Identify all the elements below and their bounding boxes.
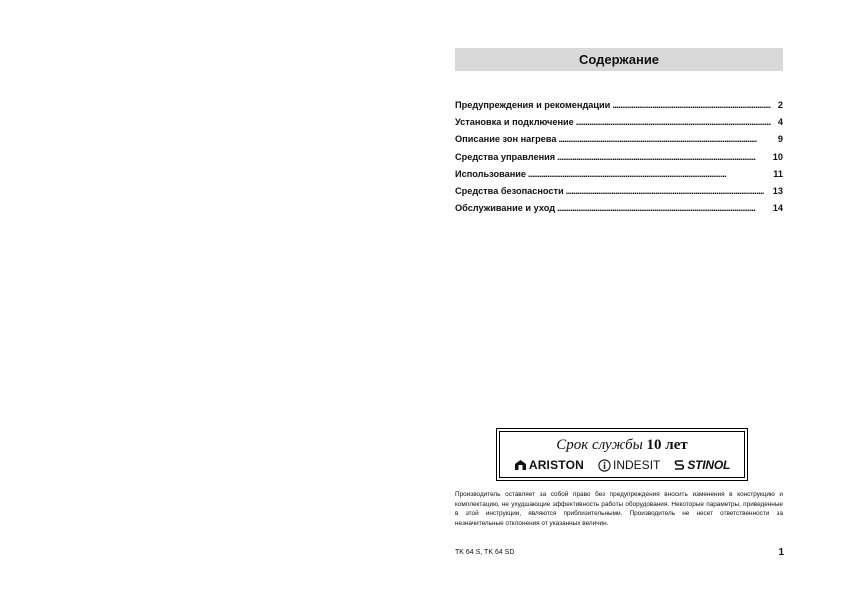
toc-entry-page: 10 — [772, 151, 783, 162]
stinol-s-icon — [674, 459, 685, 471]
toc-entry-warnings[interactable] — [455, 100, 783, 117]
toc-entry-installation[interactable] — [455, 117, 783, 134]
toc-entry-maintenance[interactable] — [455, 203, 783, 220]
toc-entry-label: Использование — [455, 168, 527, 179]
toc-entry-safety[interactable] — [455, 186, 783, 203]
dot-leader — [566, 186, 771, 196]
brand-stinol — [674, 458, 730, 472]
service-life-inner-frame — [499, 431, 745, 478]
toc-entry-label: Обслуживание и уход — [455, 203, 556, 214]
dot-leader — [612, 100, 771, 110]
contents-title-bar — [455, 48, 783, 71]
service-life-box — [496, 428, 748, 481]
brand-name: INDESIT — [613, 458, 661, 472]
toc-entry-label: Средства безопасности — [455, 185, 564, 196]
toc-entry-page: 2 — [777, 100, 783, 110]
toc-entry-page: 14 — [772, 203, 783, 214]
brand-ariston — [514, 458, 584, 472]
dot-leader — [528, 169, 771, 179]
ariston-house-icon — [514, 459, 527, 471]
brand-name: STINOL — [687, 458, 731, 472]
indesit-i-icon — [598, 459, 611, 472]
brand-indesit — [598, 458, 660, 472]
dot-leader — [576, 117, 771, 127]
brand-name: ARISTON — [528, 458, 585, 472]
footer-model: TK 64 S, TK 64 SD — [455, 549, 515, 556]
toc-entry-label: Установка и подключение — [455, 117, 574, 128]
toc-entry-controls[interactable] — [455, 152, 783, 169]
dot-leader — [558, 134, 771, 144]
service-life-prefix: Срок службы — [556, 437, 643, 453]
service-life-value: 10 лет — [646, 437, 688, 453]
toc-entry-label: Предупреждения и рекомендации — [455, 100, 611, 110]
toc-entry-page: 13 — [772, 185, 783, 196]
toc-entry-heating-zones[interactable] — [455, 134, 783, 151]
toc-entry-label: Описание зон нагрева — [455, 134, 557, 145]
manufacturer-notice: Производитель оставляет за собой право без предупреждения вносить изменения в конструкцию и комплектацию, не ухудшающие эффективность работы оборудования. Некоторые параметры, приведенные в этой инструкции, являются приблизительными. Производитель не несет ответственности за незначительные отклонения от указанных величин. — [455, 491, 783, 527]
toc-entry-usage[interactable] — [455, 169, 783, 186]
brand-logos — [514, 458, 730, 472]
page-title: Содержание — [578, 52, 660, 67]
toc-entry-page: 4 — [777, 117, 783, 128]
dot-leader — [557, 152, 771, 162]
toc-entry-label: Средства управления — [455, 151, 556, 162]
toc-entry-page: 9 — [777, 134, 783, 145]
footer-page-number: 1 — [778, 547, 784, 558]
service-life-text — [556, 437, 687, 454]
dot-leader — [557, 203, 771, 213]
toc-entry-page: 11 — [773, 168, 783, 179]
table-of-contents — [455, 100, 783, 220]
